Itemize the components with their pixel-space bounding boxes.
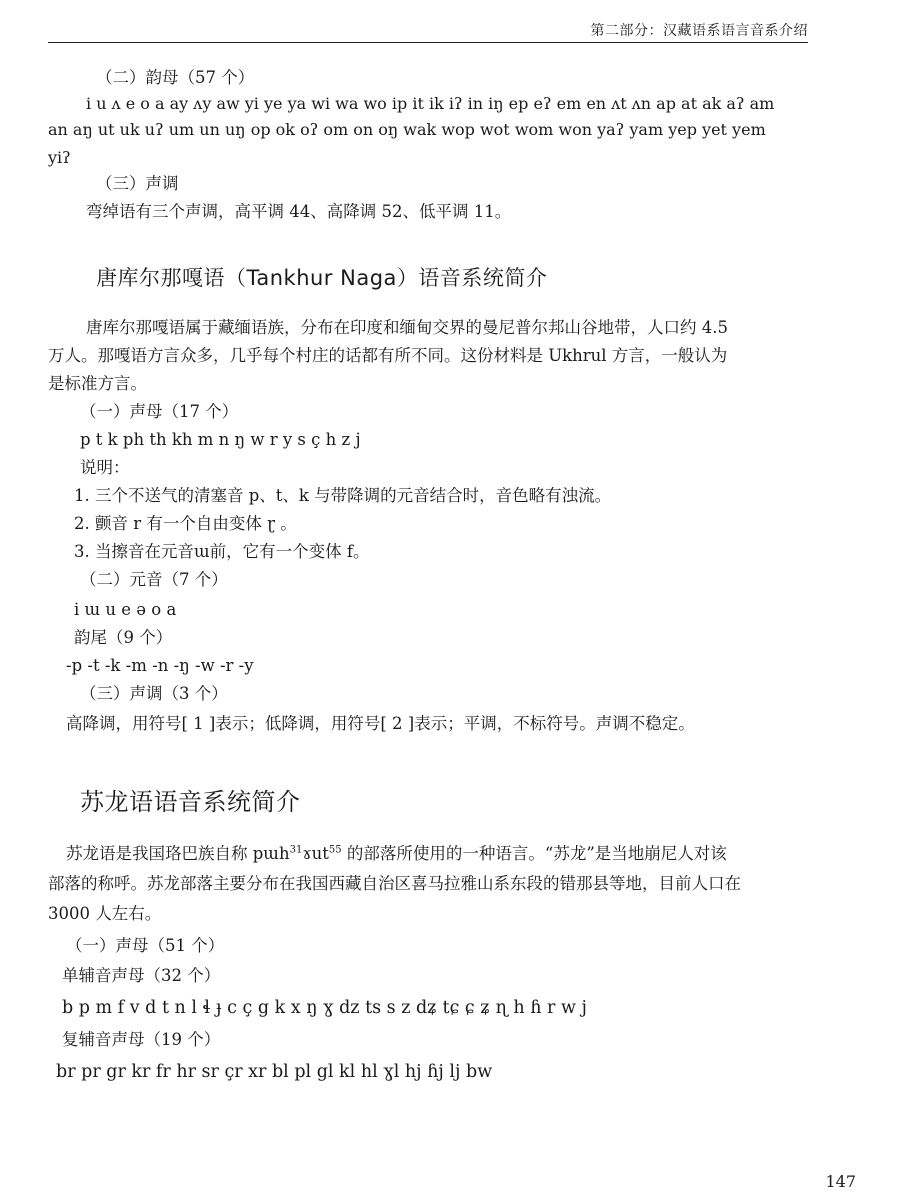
- tankhur-note-2: 2. 颤音 r 有一个自由变体 ɽ 。: [74, 514, 297, 533]
- sulong-intro-mid: ɤut: [302, 844, 329, 863]
- tankhur-initials: p t k ph th kh m n ŋ w r y s ç h z j: [80, 430, 361, 449]
- sulong-intro-post: 的部落所使用的一种语言。“苏龙”是当地崩尼人对该: [341, 844, 727, 863]
- tankhur-note-3: 3. 当擦音在元音ɯ前，它有一个变体 f。: [74, 542, 370, 561]
- tankhur-intro-1: 唐库尔那嘎语属于藏缅语族，分布在印度和缅甸交界的曼尼普尔邦山谷地带，人口约 4.5: [86, 318, 728, 337]
- tankhur-intro-3: 是标准方言。: [48, 374, 147, 393]
- finals-line-1: i u ʌ e o a ay ʌy aw yi ye ya wi wa wo ip it ik iʔ in iŋ ep eʔ em en ʌt ʌn ap at ak aʔ am: [86, 94, 775, 113]
- section-title-tankhur: 唐库尔那嘎语（Tankhur Naga）语音系统简介: [96, 266, 548, 290]
- running-header: 第二部分：汉藏语系语言音系介绍: [590, 23, 808, 39]
- tankhur-note-1: 1. 三个不送气的清塞音 p、t、k 与带降调的元音结合时，音色略有浊流。: [74, 486, 612, 505]
- tankhur-codas: -p -t -k -m -n -ŋ -w -r -y: [66, 656, 254, 675]
- sulong-intro-1: [66, 842, 727, 866]
- sulong-intro-pre: 苏龙语是我国珞巴族自称 pɯh: [66, 844, 290, 863]
- tankhur-tones-text: 高降调，用符号[ 1 ]表示；低降调，用符号[ 2 ]表示；平调，不标符号。声调不稳定。: [66, 714, 695, 733]
- tankhur-intro-2: 万人。那嘎语方言众多，几乎每个村庄的话都有所不同。这份材料是 Ukhrul 方言，一般认为: [48, 346, 728, 365]
- sulong-initials-heading: （一）声母（51 个）: [66, 936, 225, 955]
- sulong-intro-2: 部落的称呼。苏龙部落主要分布在我国西藏自治区喜马拉雅山系东段的错那县等地，目前人口在: [48, 874, 741, 893]
- tone-superscript: 55: [328, 844, 342, 856]
- sulong-single-heading: 单辅音声母（32 个）: [62, 966, 221, 985]
- sulong-cluster-heading: 复辅音声母（19 个）: [62, 1030, 221, 1049]
- sulong-cluster-list: br pr gr kr fr hr sr çr xr bl pl gl kl hl ɣl hj ɦj lj bw: [56, 1062, 493, 1082]
- sulong-intro-3: 3000 人左右。: [48, 904, 162, 923]
- page-number: 147: [825, 1172, 856, 1191]
- sulong-single-list: b p m f v d t n l ɬ ɟ c ç g k x ŋ ɣ dz ts s z dʑ tɕ ɕ ʑ ɳ h ɦ r w j: [62, 998, 587, 1018]
- tankhur-codas-heading: 韵尾（9 个）: [74, 628, 173, 647]
- tankhur-note-label: 说明：: [80, 458, 130, 477]
- prev-tones-heading: （三）声调: [96, 174, 179, 193]
- section-title-sulong: 苏龙语语音系统简介: [80, 788, 301, 816]
- tone-superscript: 31: [289, 844, 303, 856]
- finals-line-3: yiʔ: [48, 148, 71, 167]
- finals-line-2: an aŋ ut uk uʔ um un uŋ op ok oʔ om on oŋ wak wop wot wom won yaʔ yam yep yet yem: [48, 120, 766, 139]
- header-rule: [48, 42, 808, 43]
- tankhur-tones-heading: （三）声调（3 个）: [80, 684, 228, 703]
- finals-heading: （二）韵母（57 个）: [96, 68, 255, 87]
- tankhur-vowels: i ɯ u e ə o a: [74, 600, 177, 619]
- tankhur-vowels-heading: （二）元音（7 个）: [80, 570, 228, 589]
- tankhur-initials-heading: （一）声母（17 个）: [80, 402, 239, 421]
- prev-tones-text: 弯绰语有三个声调，高平调 44、高降调 52、低平调 11。: [86, 202, 512, 221]
